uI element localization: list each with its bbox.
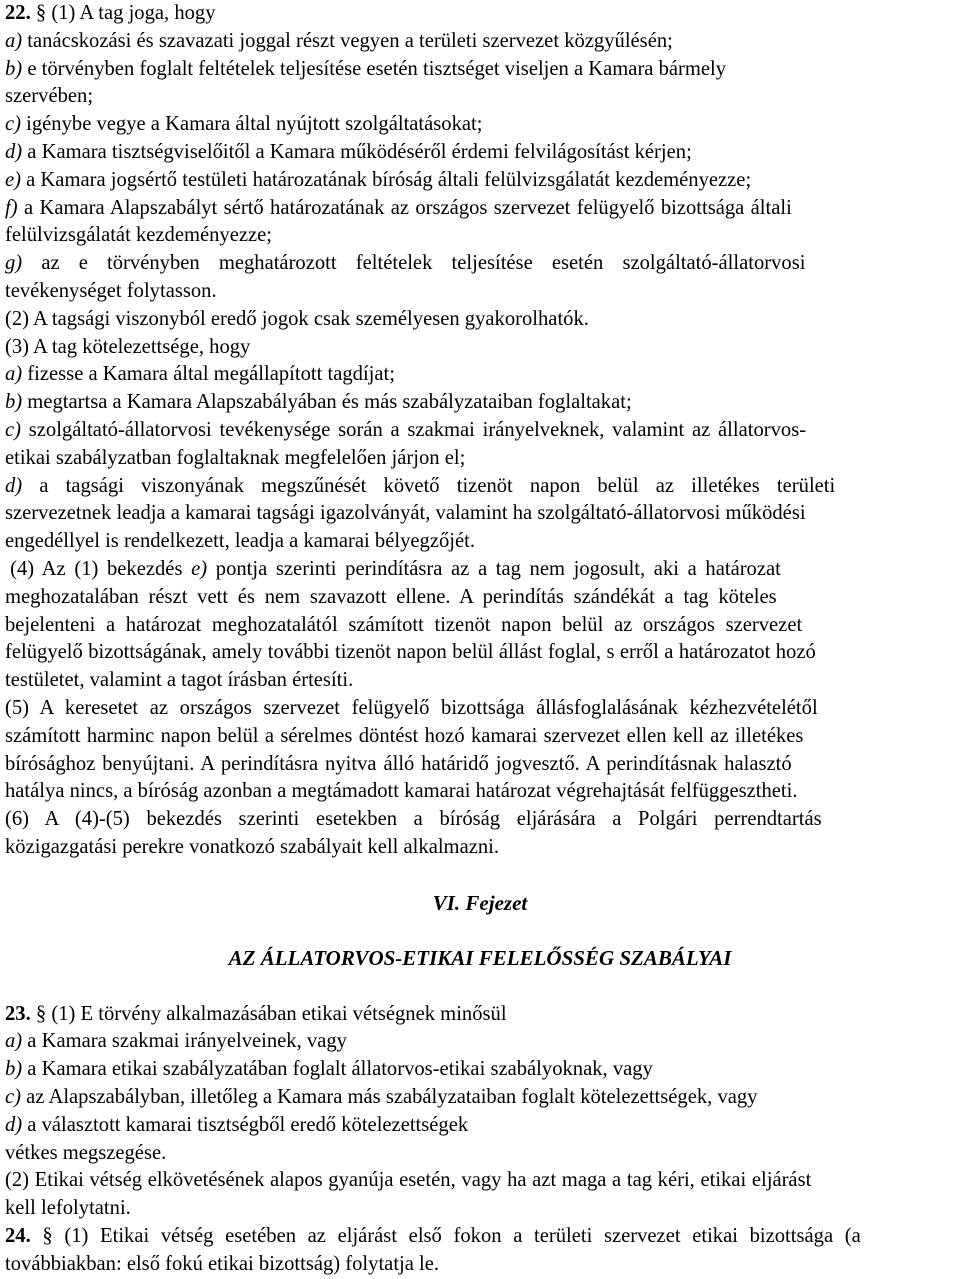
spacer <box>5 862 955 890</box>
sec22-p3-item-b <box>5 389 955 417</box>
item-text: a Kamara Alapszabályt sértő határozatának az országos szervezet felügyelő bizottsága általi <box>23 196 792 219</box>
sec24-line2: továbbiakban: első fokú etikai bizottság) folytatja le. <box>5 1252 440 1275</box>
item-marker: c) <box>5 113 21 136</box>
sec24-text: (1) Etikai vétség esetében az eljárást első fokon a területi szervezet etikai bizottsága (a <box>64 1225 861 1248</box>
chapter-title: AZ ÁLLATORVOS-ETIKAI FELELŐSSÉG SZABÁLYAI <box>228 946 732 971</box>
item-marker: a) <box>5 363 23 386</box>
section-sign: § <box>35 2 47 24</box>
sec22-p6-line2: közigazgatási perekre vonatkozó szabályait kell alkalmazni. <box>5 835 500 858</box>
item-text: az Alapszabályban, illetőleg a Kamara más szabályzataiban foglalt kötelezettségek, vagy <box>21 1086 758 1109</box>
sec22-p4-line5: testületet, valamint a tagot írásban értesíti. <box>5 669 354 692</box>
sec22-p4-line4: felügyelő bizottságának, amely további tizenöt napon belül állást foglal, s erről a határozatot hozó <box>5 641 816 664</box>
sec22-item-d <box>5 139 955 167</box>
sec22-p1: (1) A tag joga, hogy <box>51 2 216 24</box>
sec22-p3-item-c-line2: etikai szabályzatban foglaltaknak megfelelően járjon el; <box>5 446 466 469</box>
item-marker: a) <box>5 29 23 52</box>
item-marker: c) <box>5 418 21 441</box>
sec22-p3-item-a <box>5 361 955 389</box>
sec22-p4-line2: meghozatalában részt vett és nem szavazott ellene. A perindítás szándékát a tag köteles <box>5 585 777 608</box>
item-marker: b) <box>5 57 23 80</box>
sec23-item-b <box>5 1056 955 1084</box>
item-marker: d) <box>5 140 23 163</box>
sec22-item-b-line2: szervében; <box>5 85 94 108</box>
item-marker: f) <box>5 196 18 219</box>
sec22-p4-line3: bejelenteni a határozat meghozatalától számított tizenöt napon belül az országos szervezet <box>5 613 803 636</box>
sec22-p3: (3) A tag kötelezettsége, hogy <box>5 335 251 358</box>
item-text: a Kamara etikai szabályzatában foglalt állatorvos-etikai szabályoknak, vagy <box>22 1058 653 1081</box>
item-marker: b) <box>5 391 23 414</box>
sec22-p5-line3: bírósághoz benyújtani. A perindításra nyitva álló határidő jogvesztő. A perindításnak halasztó <box>5 752 792 775</box>
sec22-p3-item-d-line2: szervezetnek leadja a kamarai tagsági igazolványát, valamint ha szolgáltató-állatorvosi működési <box>5 502 806 525</box>
item-text: a Kamara szakmai irányelveinek, vagy <box>22 1030 347 1053</box>
section-sign: § <box>35 1002 47 1025</box>
sec23-number: 23. <box>5 1002 31 1025</box>
sec23-item-d <box>5 1112 955 1140</box>
item-text: a választott kamarai tisztségből eredő kötelezettségek <box>22 1113 469 1136</box>
item-text: tanácskozási és szavazati joggal részt vegyen a területi szervezet közgyűlésén; <box>22 29 673 52</box>
sec22-heading-line <box>5 0 955 28</box>
item-marker: a) <box>5 1030 23 1053</box>
sec23-p1: (1) E törvény alkalmazásában etikai vétségnek minősül <box>46 1002 507 1025</box>
item-marker: e) <box>5 168 21 191</box>
item-text: igénybe vegye a Kamara által nyújtott szolgáltatásokat; <box>21 113 483 136</box>
p4-text: (4) Az (1) bekezdés <box>5 557 192 580</box>
item-text: e törvényben foglalt feltételek teljesítése esetén tisztséget viseljen a Kamara bármely <box>27 57 727 80</box>
item-marker: e) <box>191 557 208 580</box>
sec22-item-e <box>5 167 955 195</box>
item-text: a Kamara tisztségviselőitől a Kamara működéséről érdemi felvilágosítást kérjen; <box>22 140 692 163</box>
item-marker: g) <box>5 252 23 275</box>
sec22-item-a <box>5 28 955 56</box>
sec22-item-g-line2: tevékenységet folytasson. <box>5 279 217 302</box>
item-marker: b) <box>5 1058 23 1081</box>
sec23-p2-line1: (2) Etikai vétség elkövetésének alapos gyanúja esetén, vagy ha azt maga a tag kéri, etikai eljárást <box>5 1169 812 1192</box>
sec23-item-a <box>5 1028 955 1056</box>
sec24-line1 <box>5 1223 955 1251</box>
sec22-item-c <box>5 111 955 139</box>
item-text: megtartsa a Kamara Alapszabályában és más szabályzataiban foglaltakat; <box>22 391 632 414</box>
sec22-p4-line1 <box>5 556 955 584</box>
item-marker: d) <box>5 474 23 497</box>
sec22-item-g-line1 <box>5 250 955 278</box>
sec23-p2-line2: kell lefolytatni. <box>5 1197 131 1220</box>
sec22-p3-item-c-line1 <box>5 417 955 445</box>
sec22-p5-line2: számított harminc napon belül a sérelmes döntést hozó kamarai szervezet ellen kell az illetékes <box>5 724 804 747</box>
item-b-justified <box>5 56 726 84</box>
item-text: a Kamara jogsértő testületi határozatának bíróság általi felülvizsgálatát kezdeményezze; <box>21 168 752 191</box>
sec22-p3-item-d-line3: engedéllyel is rendelkezett, leadja a kamarai bélyegzőjét. <box>5 530 475 553</box>
spacer <box>5 973 955 1001</box>
item-text: a tagsági viszonyának megszűnését követő tizenöt napon belül az illetékes területi <box>39 474 836 497</box>
sec22-item-f-line1 <box>5 195 955 223</box>
sec23-heading-line <box>5 1001 955 1029</box>
section-sign: § <box>42 1225 53 1248</box>
sec22-p5-line1: (5) A keresetet az országos szervezet felügyelő bizottsága állásfoglalásának kézhezvételétől <box>5 696 818 719</box>
item-text: fizesse a Kamara által megállapított tagdíjat; <box>22 363 395 386</box>
item-text: az e törvényben meghatározott feltételek teljesítése esetén szolgáltató-állatorvosi <box>41 252 806 275</box>
sec22-number: 22. <box>5 2 31 24</box>
sec24-number: 24. <box>5 1225 31 1248</box>
spacer <box>5 917 955 945</box>
sec22-p3-item-d-line1 <box>5 473 955 501</box>
sec22-p5-line4: hatálya nincs, a bíróság azonban a megtámadott kamarai határozat végrehajtását felfüggesztheti. <box>5 780 798 803</box>
p4-text: pontja szerinti perindításra az a tag nem jogosult, aki a határozat <box>207 557 781 580</box>
sec22-p2: (2) A tagsági viszonyból eredő jogok csak személyesen gyakorolhatók. <box>5 307 589 330</box>
item-marker: d) <box>5 1113 23 1136</box>
item-text: szolgáltató-állatorvosi tevékenysége során a szakmai irányelveknek, valamint az állatorvos- <box>28 418 807 441</box>
item-marker: c) <box>5 1086 21 1109</box>
sec23-tail: vétkes megszegése. <box>5 1141 167 1164</box>
sec22-item-b-line1 <box>5 56 955 84</box>
chapter-number: VI. Fejezet <box>432 890 528 915</box>
sec23-item-c <box>5 1084 955 1112</box>
sec22-p6-line1: (6) A (4)-(5) bekezdés szerinti esetekben a bíróság eljárására a Polgári perrendtartás <box>5 808 822 831</box>
sec22-item-f-line2: felülvizsgálatát kezdeményezze; <box>5 224 272 247</box>
